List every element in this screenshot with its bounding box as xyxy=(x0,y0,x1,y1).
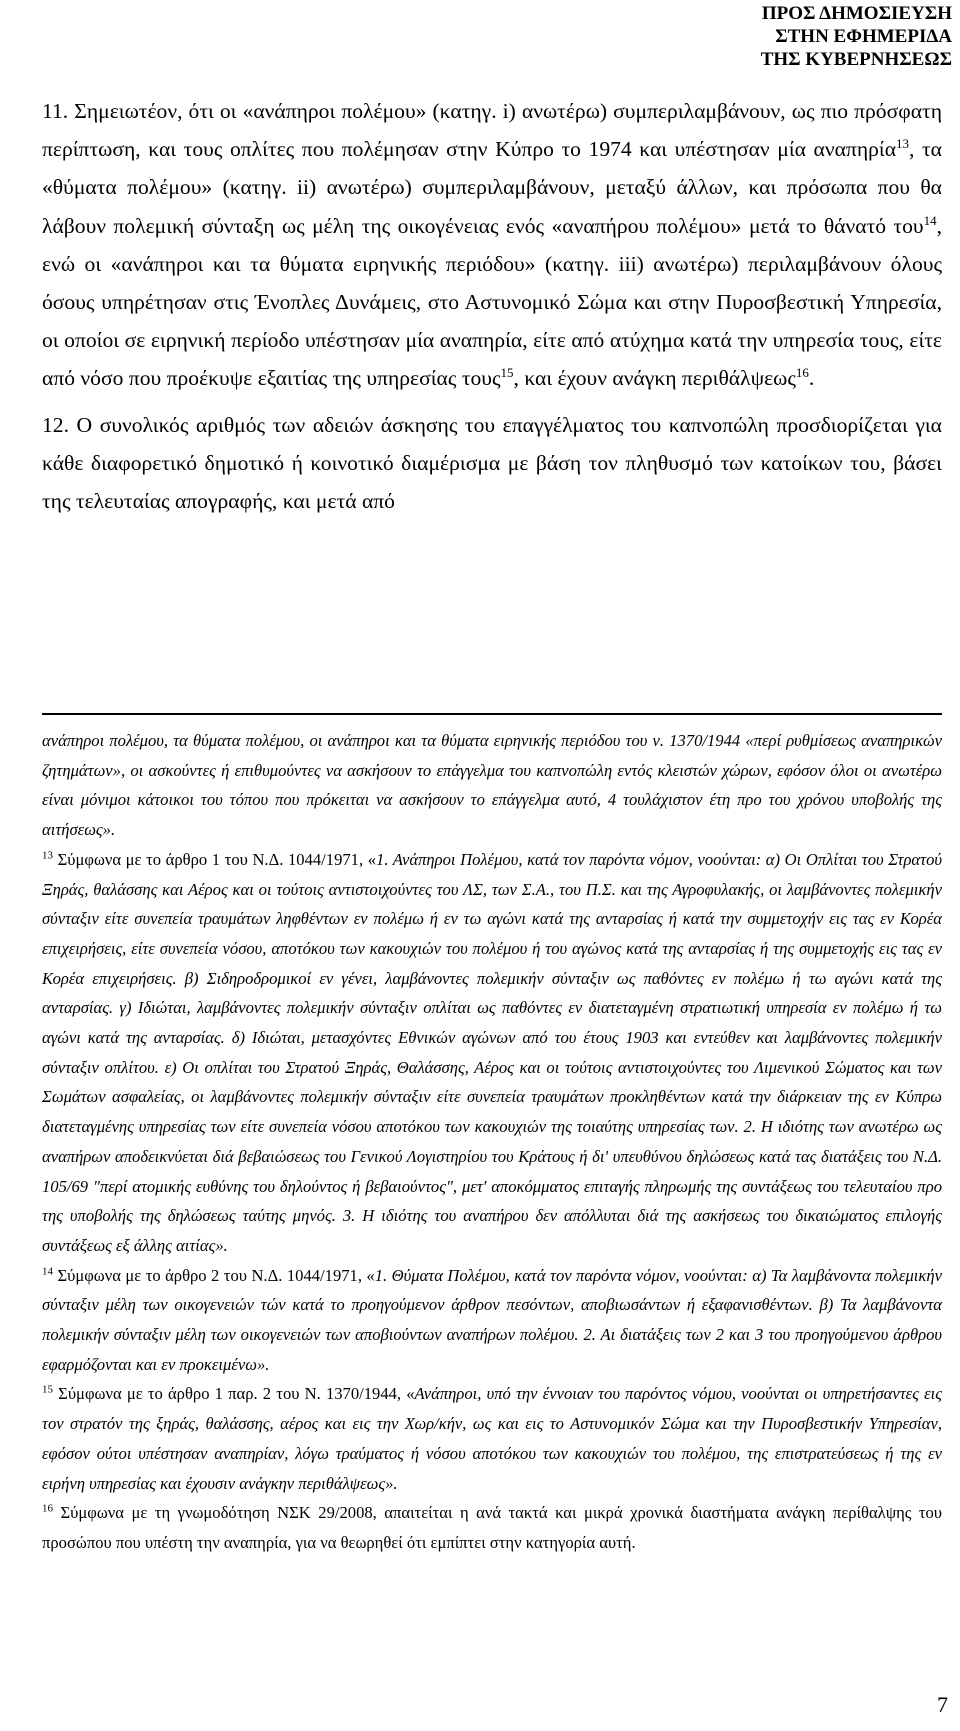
paragraph-text: , ενώ οι «ανάπηροι και τα θύματα ειρηνικής περιόδου» (κατηγ. iii) ανωτέρω) περιλαμβάνουν όλους όσους υπηρέτησαν στις Ένοπλες Δυνάμεις, στο Αστυνομικό Σώμα και στην Πυροσβεστική Υπηρεσία, οι οποίοι σε ειρηνική περίοδο υπέστησαν μία αναπηρία, είτε από ατύχημα κατά την υπηρεσία τους, είτε από νόσο που προέκυψε εξαιτίας της υπηρεσίας τους xyxy=(42,213,942,391)
footnote-15 xyxy=(42,1379,942,1498)
footnote-14 xyxy=(42,1261,942,1380)
paragraph-number: 12. xyxy=(42,412,69,437)
header-line-3: ΤΗΣ ΚΥΒΕΡΝΗΣΕΩΣ xyxy=(760,49,952,70)
footnote-13 xyxy=(42,845,942,1261)
footnote-separator xyxy=(42,713,942,715)
header-line-2: ΣΤΗΝ ΕΦΗΜΕΡΙΔΑ xyxy=(775,26,952,47)
footnote-text: Ανάπηροι, υπό την έννοιαν του παρόντος νόμου, νοούνται οι υπηρετήσαντες εις τον στρατόν της ξηράς, θαλάσσης, αέρος και εις την Χωρ/κήν, ως και εις το Αστυνομικόν Σώμα και την Πυροσβεστικήν Υπηρεσίαν, εφόσον ούτοι υπέστησαν αναπηρίαν, λόγω τραύματος ή νόσου αποτόκου των κακουχιών του πολέμου, της επιστρατεύσεως ή της εν ειρήνη υπηρεσίας και έχουσιν ανάγκην περιθάλψεως». xyxy=(42,1384,942,1493)
page-number: 7 xyxy=(937,1692,948,1717)
footnote-text: Σύμφωνα με τη γνωμοδότηση ΝΣΚ 29/2008, απαιτείται η ανά τακτά και μικρά χρονικά διαστήματα ανάγκη περίθαλψης του προσώπου που υπέστη την αναπηρία, για να θεωρηθεί ότι εμπίπτει στην κατηγορία αυτή. xyxy=(42,1503,942,1552)
paragraph-text: , τα «θύματα πολέμου» (κατηγ. ii) ανωτέρω) συμπεριλαμβάνουν, μεταξύ άλλων, και πρόσωπα που θα λάβουν πολεμική σύνταξη ως μέλη της οικογένειας ενός «αναπήρου πολέμου» μετά το θάνατό του xyxy=(42,137,943,238)
footnotes xyxy=(42,726,942,1558)
footnote-text: 1. Ανάπηροι Πολέμου, κατά τον παρόντα νόμον, νοούνται: α) Οι Οπλίται του Στρατού Ξηράς, θαλάσσης και Αέρος και οι τούτοις αντιστοιχούντες του ΛΣ, των Σ.Α., του Π.Σ. και της Αγροφυλακής, οι λαμβάνοντες πολεμικήν σύνταξιν είτε συνεπεία τραυμάτων ληφθέντων εν πολέμω ή εν τω αγώνι κατά της ανταρσίας ή κατά την συμμετοχήν εις τας εν Κορέα επιχειρήσεις, είτε συνεπεία νόσου, αποτόκου των κακουχιών του πολέμου ή του αγώνος κατά της ανταρσίας ή της συμμετοχής εις τας εν Κορέα επιχειρήσεις. β) Σιδηροδρομικοί εν γένει, λαμβάνοντες πολεμικήν σύνταξιν ως παθόντες εν πολέμω ή τω αγώνι κατά της ανταρσίας. γ) Ιδιώται, λαμβάνοντες πολεμικήν σύνταξιν οπλίται ως παθόντες εν διατεταγμένη στρατιωτική υπηρεσία εν πολέμω ή τω αγώνι κατά της ανταρσίας. δ) Ιδιώται, μετασχόντες Εθνικών αγώνων από του έτους 1903 και εντεύθεν και λαμβάνοντες πολεμικήν σύνταξιν οπλίτου. ε) Οι οπλίται του Στρατού Ξηράς, Θαλάσσης, Αέρος και οι τούτοις αντιστοιχούντες του Λιμενικού Σώματος και των Σωμάτων ασφαλείας, οι λαμβάνοντες πολεμικήν σύνταξιν είτε συνεπεία τραυμάτων προκληθέντων κατά την διάρκειαν της εν Κύπρω διατεταγμένης υπηρεσίας των είτε συνεπεία νόσου αποτόκου των κακουχιών της τοιαύτης υπηρεσίας των. 2. Η ιδιότης των ανωτέρω ως αναπήρων αποδεικνύεται διά βεβαιώσεως του Γενικού Λογιστηρίου του Κράτους ή δι' υπευθύνου δηλώσεως κατά τας διατάξεις του Ν.Δ. 105/69 "περί ατομικής ευθύνης του δηλούντος ή βεβαιούντος", μετ' αποκόμματος επιταγής πληρωμής της συντάξεως του τελευταίου προ της υποβολής της δηλώσεως ταύτης μηνός. 3. Η ιδιότης του αναπήρου δεν απόλλυται διά της ασκήσεως του δικαιώματος επιλογής συντάξεως εξ άλλης αιτίας». xyxy=(42,849,942,1255)
header-line-1: ΠΡΟΣ ΔΗΜΟΣΙΕΥΣΗ xyxy=(761,3,952,24)
footnote-number: 15 xyxy=(42,1383,53,1396)
main-text xyxy=(42,92,942,520)
paragraph-12 xyxy=(42,406,942,521)
publication-header xyxy=(761,2,952,71)
footnote-lead: Σύμφωνα με το άρθρο 2 του Ν.Δ. 1044/1971, « xyxy=(53,1265,375,1285)
paragraph-number: 11. xyxy=(42,99,69,123)
footnote-text: 1. Θύματα Πολέμου, κατά τον παρόντα νόμον, νοούνται: α) Τα λαμβάνοντα πολεμικήν σύνταξιν μέλη των οικογενειών τών κατά το προηγούμενον άρθρον πεσόντων, αποβιωσάντων ή εξαφανισθέντων. β) Τα λαμβάνοντα πολεμικήν σύνταξιν μέλη των οικογενειών των αποβιούντων αναπήρων πολέμου. 2. Αι διατάξεις των 2 και 3 του προηγούμενου άρθρου εφαρμόζονται και εν προκειμένω». xyxy=(42,1265,942,1374)
paragraph-text: Ο συνολικός αριθμός των αδειών άσκησης του επαγγέλματος του καπνοπώλη προσδιορίζεται για κάθε διαφορετικό δημοτικό ή κοινοτικό διαμέρισμα με βάση τον πληθυσμό των κατοίκων του, βάσει της τελευταίας απογραφής, και μετά από xyxy=(42,412,942,514)
footnote-text: ανάπηροι πολέμου, τα θύματα πολέμου, οι ανάπηροι και τα θύματα ειρηνικής περιόδου του ν. 1370/1944 «περί ρυθμίσεως αναπηρικών ζητημάτων», οι ασκούντες ή επιθυμούντες να ασκήσουν το επάγγελμα του καπνοπώλη εντός κλειστών χώρων, εφόσον όλοι οι ανωτέρω είναι μόνιμοι κάτοικοι του τόπου που πρόκειται να ασκήσουν το επάγγελμα αυτό, 4 τουλάχιστον έτη προ του χρόνου υποβολής της αιτήσεως». xyxy=(42,731,942,840)
footnote-continuation xyxy=(42,726,942,845)
footnote-number: 13 xyxy=(42,849,53,862)
paragraph-text: . xyxy=(808,366,815,391)
footnote-number: 16 xyxy=(42,1502,53,1515)
footnote-ref-13[interactable]: 13 xyxy=(896,136,910,152)
footnote-16 xyxy=(42,1498,942,1557)
paragraph-11 xyxy=(42,92,942,398)
paragraph-text: Σημειωτέον, ότι οι «ανάπηροι πολέμου» (κατηγ. i) ανωτέρω) συμπεριλαμβάνουν, ως πιο πρόσφατη περίπτωση, και τους οπλίτες που πολέμησαν στην Κύπρο το 1974 και υπέστησαν μία αναπηρία xyxy=(42,99,942,162)
paragraph-text: , και έχουν ανάγκη περιθάλψεως xyxy=(513,366,796,391)
footnote-ref-15[interactable]: 15 xyxy=(500,365,514,381)
footnote-number: 14 xyxy=(42,1265,53,1278)
footnote-lead: Σύμφωνα με το άρθρο 1 του Ν.Δ. 1044/1971, « xyxy=(53,849,377,869)
footnote-ref-14[interactable]: 14 xyxy=(923,212,937,228)
footnote-ref-16[interactable]: 16 xyxy=(795,365,809,381)
footnote-lead: Σύμφωνα με το άρθρο 1 παρ. 2 του Ν. 1370/1944, « xyxy=(53,1384,415,1404)
